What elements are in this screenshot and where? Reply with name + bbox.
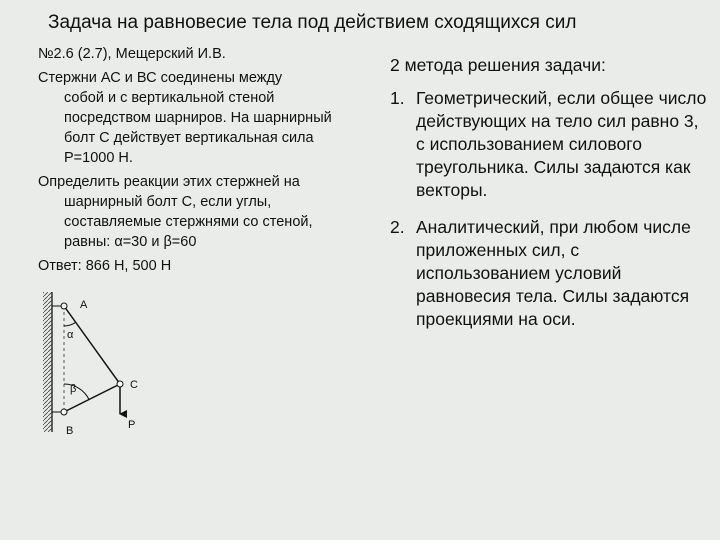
wall-hatching: [43, 292, 52, 432]
statement-first-line: Стержни АС и ВС соединены между: [38, 70, 283, 86]
methods-title: 2 метода решения задачи:: [390, 55, 606, 75]
problem-answer: Ответ: 866 Н, 500 Н: [38, 258, 172, 274]
problem-source: №2.6 (2.7), Мещерский И.В.: [38, 46, 226, 62]
slide-title: Задача на равновесие тела под действием сходящихся сил: [48, 12, 577, 33]
label-p: P: [128, 419, 136, 431]
method-number: 1.: [390, 88, 405, 108]
label-beta: β: [70, 383, 77, 395]
question-first-line: Определить реакции этих стержней на: [38, 174, 300, 190]
method-text: Геометрический, если общее число действующих на тело сил равно 3, с использованием силового треугольника. Силы задаются как векторы.: [416, 88, 707, 200]
statement-rest: собой и с вертикальной стеной посредством шарниров. На шарнирный болт С действует вертикальная сила Р=1000 Н.: [64, 90, 332, 166]
hinge-a: [61, 303, 67, 309]
method-number: 2.: [390, 217, 405, 237]
label-a: A: [80, 299, 88, 311]
label-alpha: α: [67, 329, 74, 341]
rod-ac: [64, 306, 120, 384]
method-text: Аналитический, при любом числе приложенных сил, с использованием условий равновесия тела. Силы задаются проекциями на оси.: [416, 217, 691, 329]
alpha-arc: [64, 322, 76, 326]
label-b: B: [66, 425, 74, 437]
question-rest: шарнирный болт С, если углы, составляемые стержнями со стеной, равны: α=30 и β=60: [64, 194, 313, 250]
hinge-c: [117, 381, 123, 387]
label-c: C: [130, 379, 138, 391]
beta-arc: [64, 384, 89, 400]
hinge-b: [61, 409, 67, 415]
